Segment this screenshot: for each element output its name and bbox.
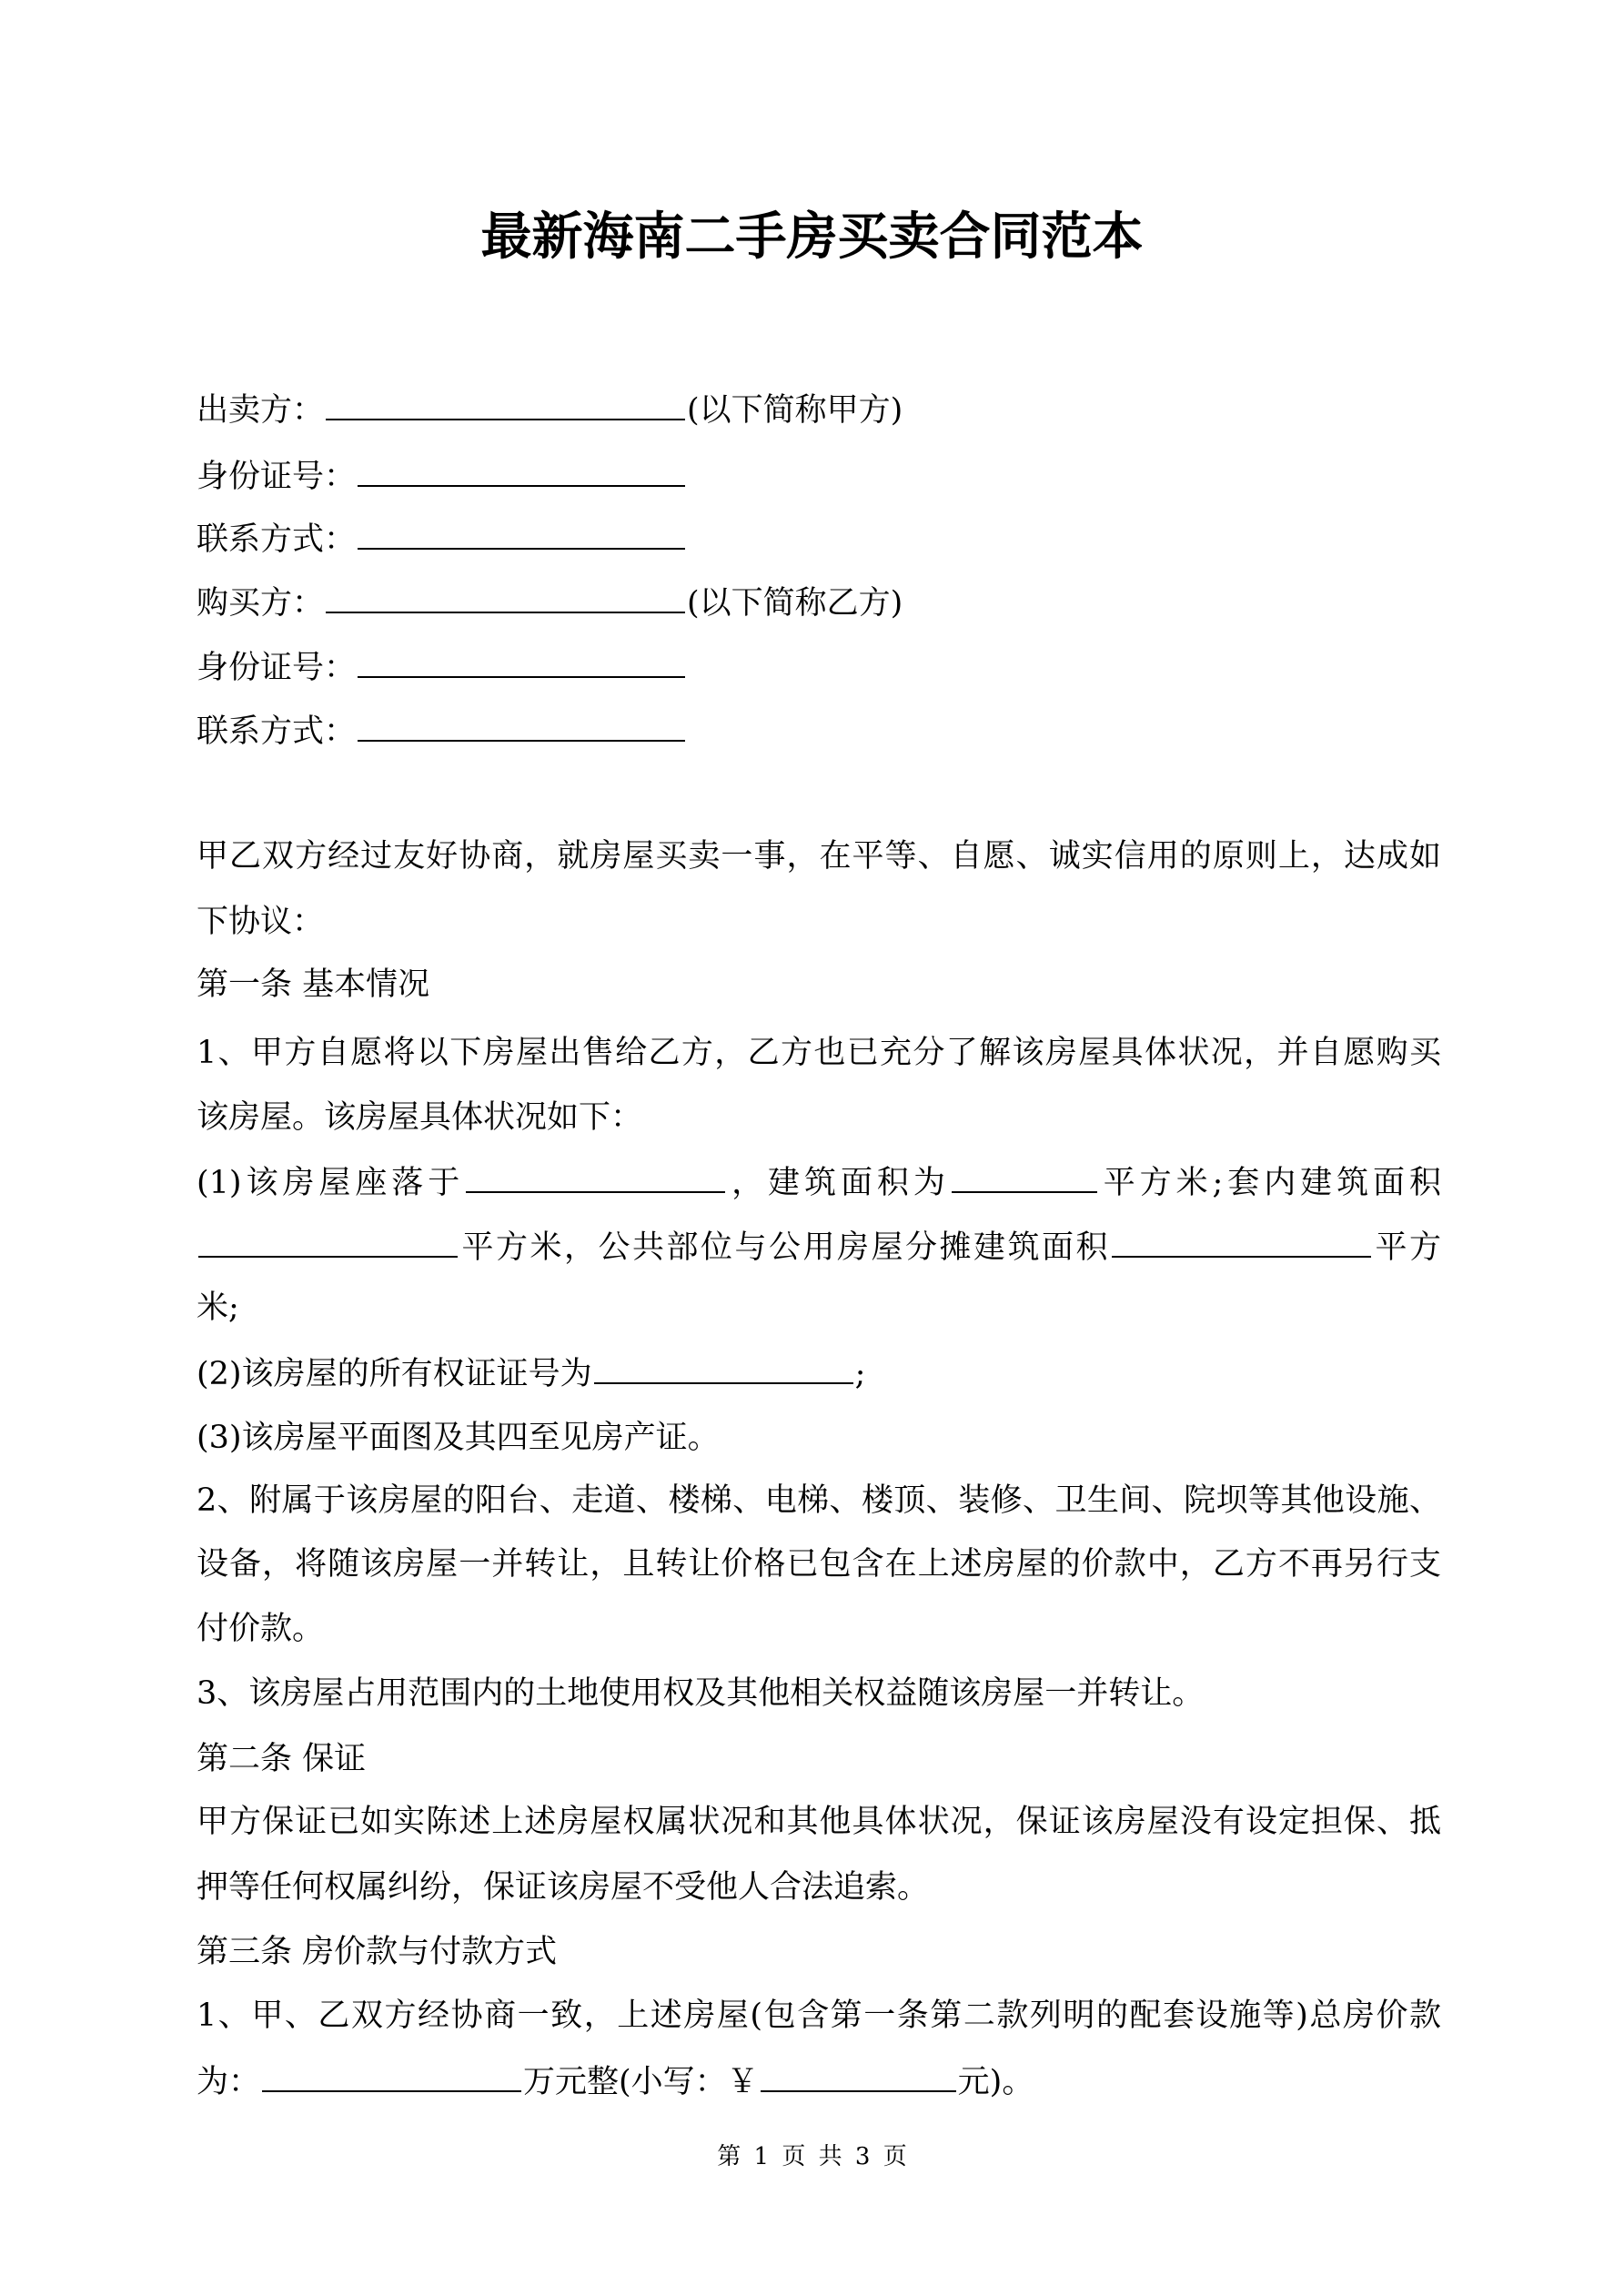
text-segment: 付价款。: [197, 1611, 325, 1647]
text-segment: 为：: [197, 2064, 261, 2100]
text-line: [197, 1406, 1441, 1470]
text-segment: 该房屋。该房屋具体状况如下：: [197, 1099, 643, 1136]
text-line: [197, 570, 1441, 633]
text-segment: 平方米，公共部位与公用房屋分摊建筑面积: [459, 1229, 1110, 1266]
text-line: [197, 1086, 1441, 1149]
text-segment: 第一条 基本情况: [197, 966, 430, 1003]
text-segment: 第三条 房价款与付款方式: [197, 1934, 558, 1970]
document-title: 最新海南二手房买卖合同范本: [480, 207, 1144, 267]
fill-in-blank[interactable]: [466, 1149, 725, 1193]
text-segment: (1)该房屋座落于: [197, 1165, 465, 1201]
text-segment: 下协议：: [197, 904, 325, 940]
fill-in-blank[interactable]: [594, 1340, 853, 1384]
text-segment: 甲乙双方经过友好协商，就房屋买卖一事，在平等、自愿、诚实信用的原则上，达成如: [197, 838, 1441, 875]
text-line: [197, 1662, 1441, 1725]
text-segment: (以下简称乙方): [687, 585, 903, 622]
text-segment: 设备，将随该房屋一并转让，且转让价格已包含在上述房屋的价款中，乙方不再另行支: [197, 1546, 1441, 1583]
text-line: [197, 1856, 1441, 1919]
text-segment: 甲方保证已如实陈述上述房屋权属状况和其他具体状况，保证该房屋没有设定担保、抵: [197, 1804, 1441, 1840]
text-line: [197, 824, 1441, 888]
text-line: [197, 2048, 1441, 2112]
text-line: [197, 443, 1441, 507]
fill-in-blank[interactable]: [326, 570, 685, 613]
text-segment: 平方米;套内建筑面积: [1098, 1165, 1441, 1201]
fill-in-blank[interactable]: [952, 1149, 1097, 1193]
text-segment: 第二条 保证: [197, 1741, 367, 1777]
fill-in-blank[interactable]: [358, 634, 685, 678]
text-segment: 万元整(小写：￥: [523, 2064, 759, 2100]
text-segment: 购买方：: [197, 585, 325, 622]
page-footer: 第 1 页 共 3 页: [717, 2143, 907, 2170]
text-line: [197, 1727, 1441, 1791]
fill-in-blank[interactable]: [262, 2048, 521, 2092]
text-segment: 押等任何权属纠纷，保证该房屋不受他人合法追索。: [197, 1869, 930, 1906]
text-segment: 平方: [1372, 1229, 1441, 1266]
text-segment: 1、甲、乙双方经协商一致，上述房屋(包含第一条第二款列明的配套设施等)总房价款: [197, 1998, 1441, 2034]
fill-in-blank[interactable]: [358, 506, 685, 550]
text-line: [197, 1920, 1441, 1984]
text-line: [197, 1340, 1441, 1404]
text-segment: (以下简称甲方): [687, 392, 903, 429]
fill-in-blank[interactable]: [326, 377, 685, 420]
text-line: [197, 1214, 1441, 1278]
text-line: [197, 1532, 1441, 1596]
text-line: [197, 1149, 1441, 1213]
fill-in-blank[interactable]: [358, 698, 685, 742]
text-segment: 联系方式：: [197, 713, 357, 750]
text-line: [197, 1790, 1441, 1854]
text-segment: ;: [854, 1356, 866, 1392]
text-segment: 出卖方：: [197, 392, 325, 429]
text-segment: ，建筑面积为: [727, 1165, 950, 1201]
text-line: [197, 1469, 1441, 1532]
text-segment: 1、甲方自愿将以下房屋出售给乙方，乙方也已充分了解该房屋具体状况，并自愿购买: [197, 1035, 1441, 1071]
text-line: [197, 1597, 1441, 1661]
fill-in-blank[interactable]: [761, 2048, 956, 2092]
text-line: [197, 1984, 1441, 2048]
text-line: [197, 953, 1441, 1017]
text-segment: 身份证号：: [197, 459, 357, 495]
fill-in-blank[interactable]: [358, 443, 685, 487]
fill-in-blank[interactable]: [198, 1214, 458, 1258]
text-line: [197, 1276, 1441, 1340]
fill-in-blank[interactable]: [1112, 1214, 1371, 1258]
text-segment: 身份证号：: [197, 650, 357, 686]
text-segment: (2)该房屋的所有权证证号为: [197, 1356, 592, 1392]
text-segment: 3、该房屋占用范围内的土地使用权及其他相关权益随该房屋一并转让。: [197, 1675, 1205, 1712]
text-segment: 2、附属于该房屋的阳台、走道、楼梯、电梯、楼顶、装修、卫生间、院坝等其他设施、: [197, 1482, 1441, 1519]
text-line: [197, 634, 1441, 698]
text-segment: 联系方式：: [197, 521, 357, 558]
text-line: [197, 377, 1441, 440]
text-line: [197, 506, 1441, 570]
text-line: [197, 698, 1441, 762]
text-segment: 米;: [197, 1290, 239, 1326]
text-segment: (3)该房屋平面图及其四至见房产证。: [197, 1420, 720, 1456]
text-line: [197, 890, 1441, 954]
text-line: [197, 1021, 1441, 1085]
text-segment: 元)。: [957, 2064, 1034, 2100]
